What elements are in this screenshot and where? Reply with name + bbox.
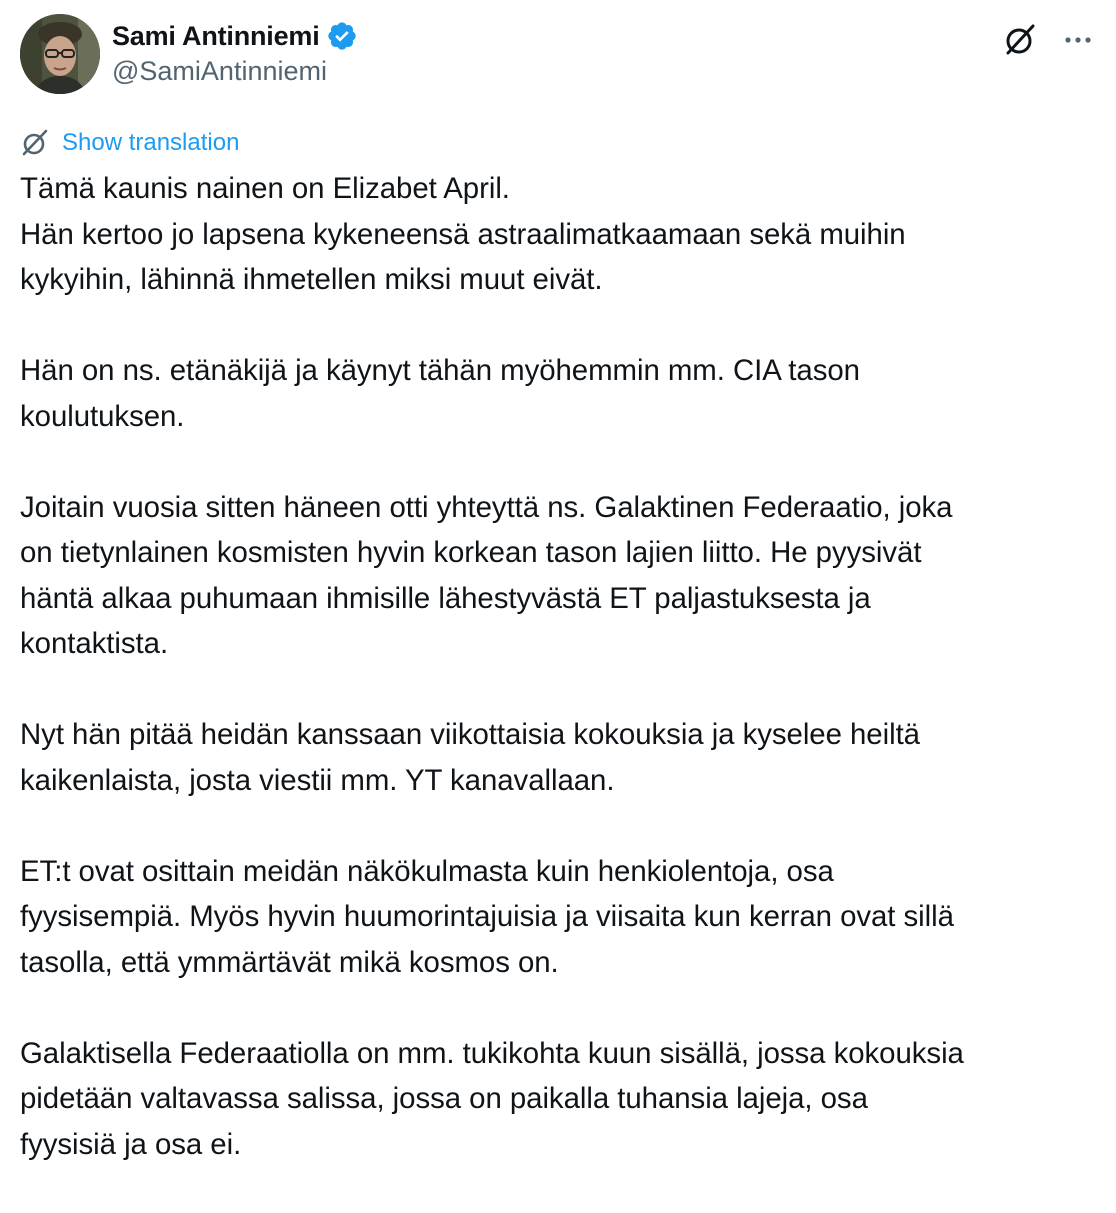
tweet-paragraph <box>20 712 1100 803</box>
tweet-line: kontaktista. <box>20 627 169 660</box>
avatar[interactable] <box>20 14 100 94</box>
tweet-line: Nyt hän pitää heidän kanssaan viikottaisia kokouksia ja kyselee heiltä <box>20 718 920 751</box>
tweet-line: fyysisiä ja osa ei. <box>20 1127 242 1161</box>
tweet-line: Joitain vuosia sitten häneen otti yhteyttä ns. Galaktinen Federaatio, joka <box>20 490 953 524</box>
tweet-line: Hän on ns. etänäkijä ja käynyt tähän myöhemmin mm. CIA tason <box>20 354 860 387</box>
tweet-paragraph <box>20 1031 1100 1168</box>
avatar-photo <box>20 14 100 94</box>
translation-row <box>20 126 239 160</box>
tweet-line: Galaktisella Federaatiolla on mm. tukikohta kuun sisällä, jossa kokouksia <box>20 1036 964 1070</box>
tweet-text <box>20 166 1100 1213</box>
tweet-header <box>20 14 1096 94</box>
tweet-line: ET:t ovat osittain meidän näkökulmasta kuin henkiolentoja, osa <box>20 854 834 888</box>
tweet-paragraph <box>20 166 1100 303</box>
tweet-line: fyysisempiä. Myös hyvin huumorintajuisia ja viisaita kun kerran ovat sillä <box>20 900 954 933</box>
name-row <box>112 18 358 54</box>
author-display-name[interactable]: Sami Antinniemi <box>112 20 320 51</box>
tweet-line: Hän kertoo jo lapsena kykeneensä astraalimatkaamaan sekä muihin <box>20 217 906 251</box>
tweet-line: Tämä kaunis nainen on Elizabet April. <box>20 172 510 205</box>
tweet-line: kykyihin, lähinnä ihmetellen miksi muut eivät. <box>20 263 603 296</box>
more-icon[interactable] <box>1060 22 1096 58</box>
grok-icon[interactable] <box>1002 22 1038 58</box>
tweet-paragraph <box>20 348 1100 439</box>
translate-icon <box>20 128 50 158</box>
author-handle[interactable]: @SamiAntinniemi <box>112 56 327 86</box>
verified-badge-icon[interactable] <box>326 20 358 52</box>
author-block <box>112 18 358 87</box>
top-actions <box>1002 22 1096 58</box>
tweet-line: pidetään valtavassa salissa, jossa on paikalla tuhansia lajeja, osa <box>20 1082 868 1115</box>
show-translation-link[interactable]: Show translation <box>62 129 240 156</box>
tweet-line: on tietynlainen kosmisten hyvin korkean tason lajien liitto. He pyysivät <box>20 536 922 569</box>
tweet-line: häntä alkaa puhumaan ihmisille lähestyvästä ET paljastuksesta ja <box>20 581 871 615</box>
tweet-paragraph <box>20 849 1100 986</box>
tweet-line: tasolla, että ymmärtävät mikä kosmos on. <box>20 945 559 979</box>
tweet-line: koulutuksen. <box>20 399 185 433</box>
tweet-line: kaikenlaista, josta viestii mm. YT kanavallaan. <box>20 763 615 797</box>
tweet-paragraph <box>20 485 1100 667</box>
